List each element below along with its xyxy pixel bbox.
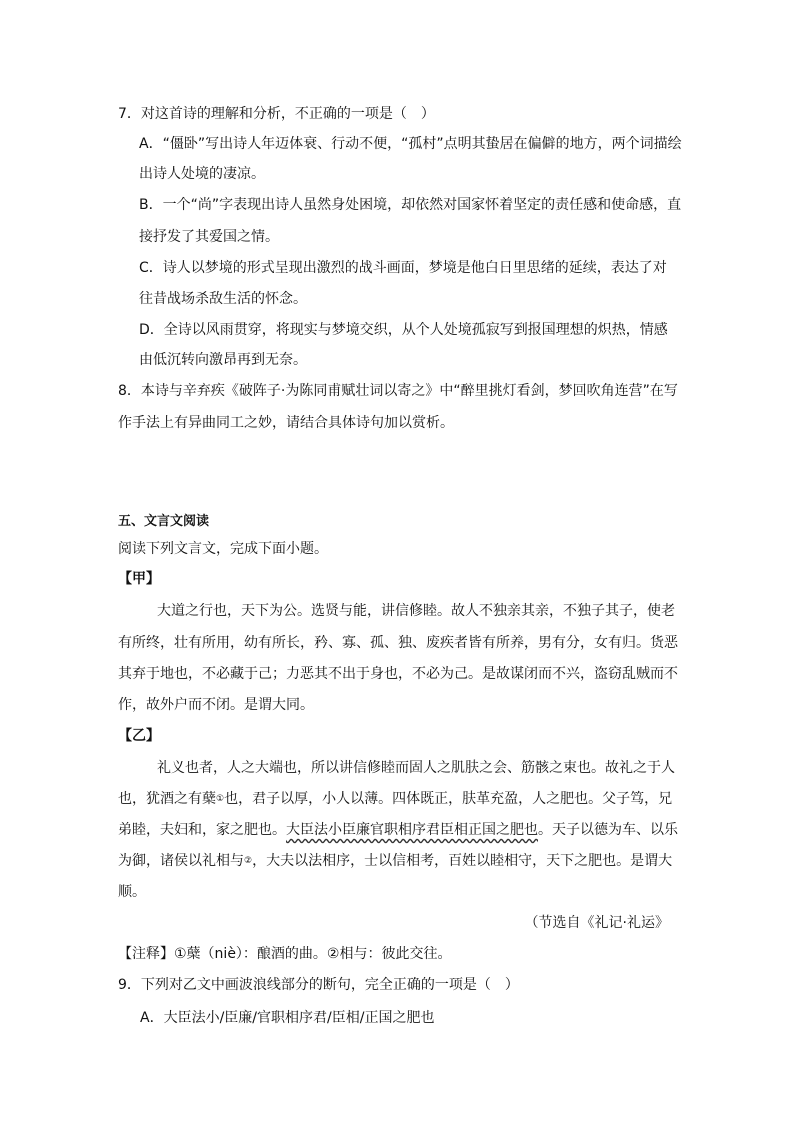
passage-jia-line: 有所终，壮有所用，幼有所长，矜、寡、孤、独、废疾者皆有所养，男有分，女有归。货恶 — [118, 635, 678, 651]
passage-jia-line: 作，故外户而不闭。是谓大同。 — [118, 697, 314, 713]
passage-jia-line: 大道之行也，天下为公。选贤与能，讲信修睦。故人不独亲其亲，不独子其子，使老 — [157, 603, 675, 619]
q7-option-c-line2: 往昔战场杀敌生活的怀念。 — [139, 291, 307, 307]
passage-yi-line — [118, 789, 672, 809]
q7-option-d-line1: D．全诗以风雨贯穿，将现实与梦境交织，从个人处境孤寂写到报国理想的炽热，情感 — [139, 322, 668, 338]
annotation-notes: 【注释】①蘖（niè）：酿酒的曲。②相与：彼此交往。 — [118, 946, 452, 962]
passage-yi-line — [118, 820, 678, 840]
passage-yi-line: 顺。 — [118, 884, 146, 900]
q8-line1: 8．本诗与辛弃疾《破阵子·为陈同甫赋壮词以寄之》中“醉里挑灯看剑，梦回吹角连营”在写 — [118, 383, 678, 399]
passage-yi-text: 也，犹酒之有蘖 — [118, 791, 216, 807]
q7-option-c-line1: C．诗人以梦境的形式呈现出激烈的战斗画面，梦境是他白日里思绪的延续，表达了对 — [139, 260, 667, 276]
q9-option-a: A．大臣法小/臣廉/官职相序君/臣相/正国之肥也 — [140, 1010, 435, 1026]
q7-option-d-line2: 由低沉转向激昂再到无奈。 — [139, 352, 307, 368]
q7-option-a-line2: 出诗人处境的凄凉。 — [139, 166, 265, 182]
section-heading: 五、文言文阅读 — [118, 514, 210, 529]
q7-option-b-line1: B．一个“尚”字表现出诗人虽然身处困境，却依然对国家怀着坚定的责任感和使命感，直 — [139, 197, 682, 213]
footnote-marker: ① — [216, 794, 225, 804]
passage-yi-label: 【乙】 — [118, 728, 160, 744]
q7-stem: 7．对这首诗的理解和分析，不正确的一项是（ ） — [118, 106, 435, 122]
passage-jia-line: 其弃于地也，不必藏于己；力恶其不出于身也，不必为己。是故谋闭而不兴，盗窃乱贼而不 — [118, 666, 678, 682]
passage-yi-text: 。天子以德为车、以乐 — [538, 822, 678, 838]
q7-option-b-line2: 接抒发了其爱国之情。 — [139, 229, 279, 245]
passage-yi-text: 弟睦，夫妇和，家之肥也。 — [118, 822, 286, 838]
passage-yi-line — [118, 851, 672, 871]
passage-yi-text: ，大夫以法相序，士以信相考，百姓以睦相守，天下之肥也。是谓大 — [252, 853, 673, 869]
passage-yi-text: 为御，诸侯以礼相与 — [118, 853, 244, 869]
section-intro: 阅读下列文言文，完成下面小题。 — [118, 541, 328, 557]
q9-stem: 9．下列对乙文中画波浪线部分的断句，完全正确的一项是（ ） — [118, 977, 519, 993]
q7-option-a-line1: A．“僵卧”写出诗人年迈体衰、行动不便，“孤村”点明其蛰居在偏僻的地方，两个词描绘 — [139, 136, 682, 152]
passage-source: （节选自《礼记·礼运》 — [524, 915, 669, 931]
passage-yi-text: 也，君子以厚，小人以薄。四体既正，肤革充盈，人之肥也。父子笃，兄 — [224, 791, 673, 807]
footnote-marker: ② — [244, 856, 253, 866]
passage-yi-line: 礼义也者，人之大端也，所以讲信修睦而固人之肌肤之会、筋骸之束也。故礼之于人 — [157, 760, 675, 776]
wavy-underlined-text: 大臣法小臣廉官职相序君臣相正国之肥也 — [286, 822, 538, 838]
q8-line2: 作手法上有异曲同工之妙，请结合具体诗句加以赏析。 — [118, 415, 454, 431]
passage-jia-label: 【甲】 — [118, 571, 160, 587]
